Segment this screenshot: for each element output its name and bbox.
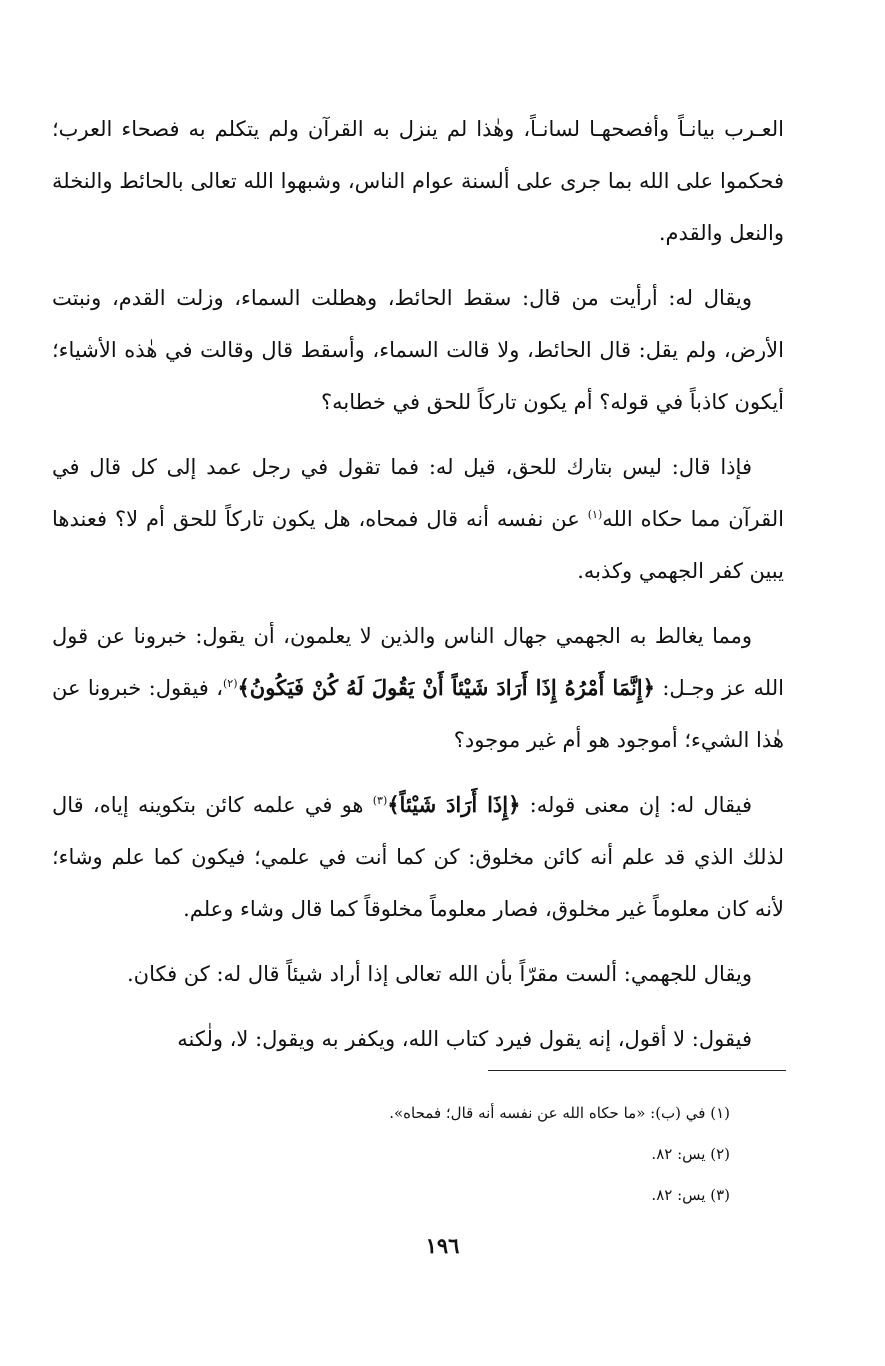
footnote-1: (١) في (ب): «ما حكاه الله عن نفسه أنه قال؛ فمحاه». — [389, 1104, 730, 1122]
paragraph-3-text-before-ref: فإذا قال: ليس بتارك للحق، قيل له: فما تقول في رجل عمد إلى كل قال في القرآن مما حكاه الله — [52, 455, 784, 531]
footnote-divider — [488, 1070, 786, 1071]
footnote-ref-2: (٢) — [222, 677, 238, 690]
main-text — [52, 103, 784, 1078]
paragraph-5-text-after-ref: هو في علمه كائن بتكوينه إياه، قال لذلك الذي قد علم أنه كائن مخلوق: كن كما أنت في علمي؛ فيكون كما علم وشاء؛ لأنه كان معلوماً غير مخلوق، فصار معلوماً مخلوقاً كما قال وشاء وعلم. — [52, 793, 784, 921]
paragraph-7 — [52, 1013, 784, 1065]
footnote-ref-3: (٣) — [372, 794, 388, 807]
quran-quote-2: ﴿إِذَا أَرَادَ شَيْئاً﴾ — [387, 792, 521, 817]
footnotes — [250, 1093, 730, 1216]
footnote-3: (٣) يس: ٨٢. — [651, 1186, 730, 1204]
footnote-ref-1: (١) — [587, 508, 603, 521]
paragraph-4-text-before-quote: ومما يغالط به الجهمي جهال الناس والذين لا يعلمون، أن يقول: خبرونا عن قول الله عز وجـل: — [52, 624, 784, 700]
page-number: ١٩٦ — [425, 1233, 460, 1258]
paragraph-2 — [52, 272, 784, 428]
paragraph-6 — [52, 948, 784, 1000]
quran-quote-1: ﴿إِنَّمَا أَمْرُهُ إِذَا أَرَادَ شَيْئاً أَنْ يَقُولَ لَهُ كُنْ فَيَكُونُ﴾ — [237, 675, 655, 700]
paragraph-3-text-after-ref: عن نفسه أنه قال فمحاه، هل يكون تاركاً للحق أم لا؟ فعندها يبين كفر الجهمي وكذبه. — [52, 507, 784, 583]
footnote-2: (٢) يس: ٨٢. — [651, 1145, 730, 1163]
paragraph-7-text: فيقول: لا أقول، إنه يقول فيرد كتاب الله، ويكفر به ويقول: لا، ولٰكنه — [177, 1027, 752, 1051]
paragraph-4 — [52, 610, 784, 766]
paragraph-3 — [52, 441, 784, 597]
paragraph-1-text: العـرب بيانـاً وأفصحهـا لسانـاً، وهٰذا لم ينزل به القرآن ولم يتكلم به فصحاء العرب؛ فحكموا على الله بما جرى على ألسنة عوام الناس، وشبهوا الله تعالى بالحائط والنخلة والنعل والقدم. — [52, 117, 784, 245]
paragraph-1 — [52, 103, 784, 259]
paragraph-6-text: ويقال للجهمي: ألست مقرّاً بأن الله تعالى إذا أراد شيئاً قال له: كن فكان. — [126, 962, 752, 986]
paragraph-2-text: ويقال له: أرأيت من قال: سقط الحائط، وهطلت السماء، وزلت القدم، ونبتت الأرض، ولم يقل: قال الحائط، ولا قالت السماء، وأسقط قال وقالت في هٰذه الأشياء؛ أيكون كاذباً في قوله؟ أم يكون تاركاً للحق في خطابه؟ — [52, 286, 784, 414]
paragraph-4-text-after-ref: ، فيقول: خبرونا عن هٰذا الشيء؛ أموجود هو أم غير موجود؟ — [52, 676, 784, 752]
paragraph-5-text-before-quote: فيقال له: إن معنى قوله: — [520, 793, 752, 817]
paragraph-5 — [52, 779, 784, 935]
